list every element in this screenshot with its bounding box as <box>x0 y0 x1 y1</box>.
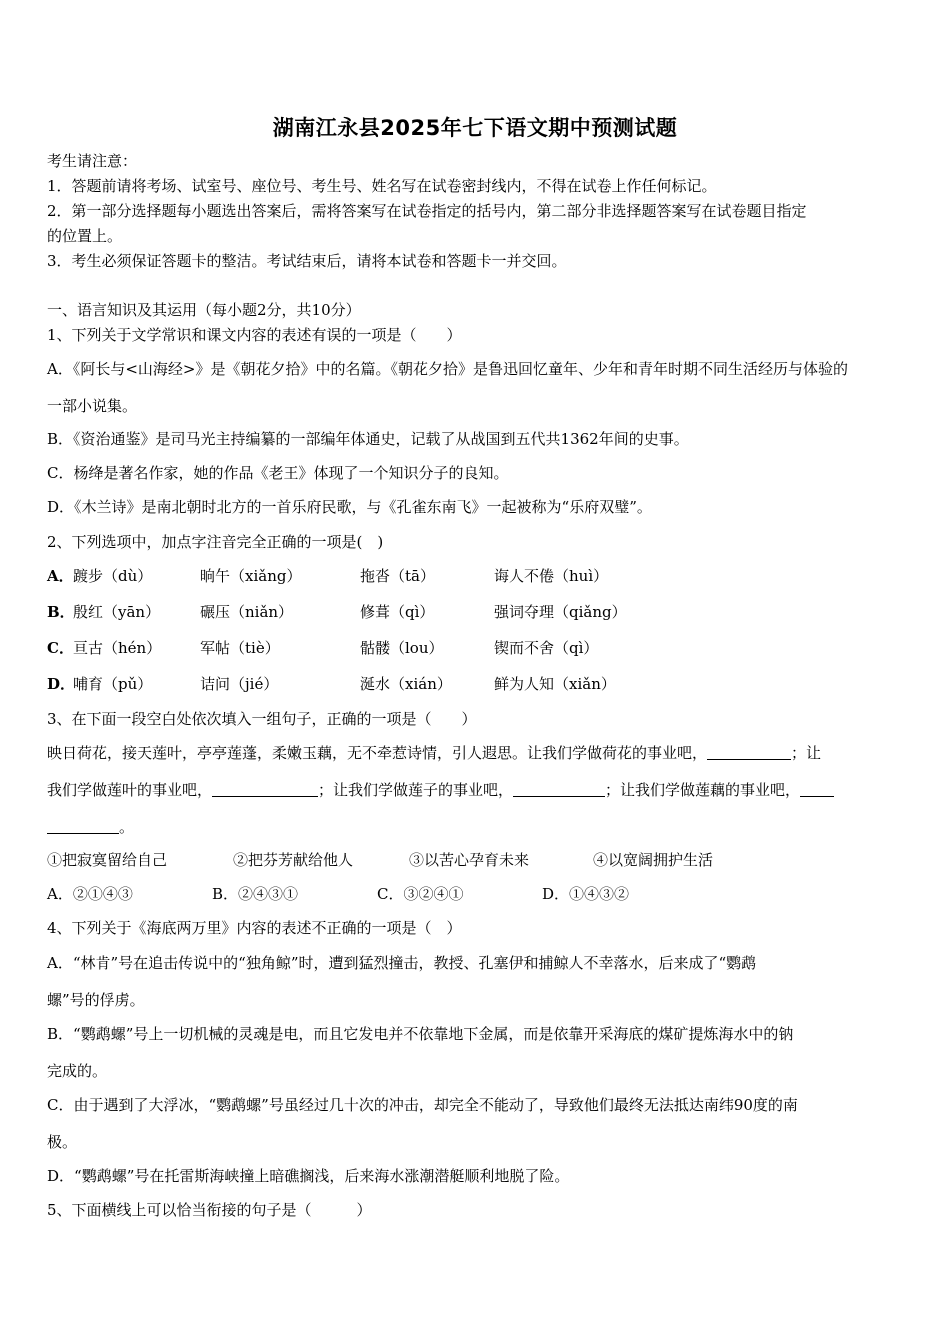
q3-phrase: ①把寂寞留给自己 <box>47 851 168 869</box>
page-title: 湖南江永县2025年七下语文期中预测试题 <box>272 116 678 140</box>
answer-blank[interactable] <box>707 745 791 760</box>
q2-row-label: A． <box>47 567 74 585</box>
answer-blank[interactable] <box>513 782 605 797</box>
section-heading: 一、语言知识及其运用（每小题2分，共10分） <box>47 301 361 319</box>
q2-item: 军帖（tiè） <box>200 639 280 657</box>
notice-item-2: 2．第一部分选择题每小题选出答案后，需将答案写在试卷指定的括号内，第二部分非选择题答案写在试卷题目指定 <box>47 202 807 220</box>
q2-item: 涎水（xián） <box>360 675 452 693</box>
q3-phrase: ③以苦心孕育未来 <box>409 851 530 869</box>
q5-stem: 5、下面横线上可以恰当衔接的句子是（ ） <box>47 1201 372 1219</box>
q1-option-b: B．《资治通鉴》是司马光主持编纂的一部编年体通史，记载了从战国到五代共1362年间的史事。 <box>47 430 689 448</box>
q3-text: 映日荷花，接天莲叶，亭亭莲蓬，柔嫩玉藕，无不牵惹诗情，引人遐思。让我们学做荷花的事业吧， <box>47 744 708 762</box>
q2-item: 诲人不倦（huì） <box>494 567 609 585</box>
q1-stem: 1、下列关于文学常识和课文内容的表述有误的一项是（ ） <box>47 326 462 344</box>
q4-option-b-cont: 完成的。 <box>47 1062 108 1080</box>
q1-option-a-cont: 一部小说集。 <box>47 397 138 415</box>
q3-passage-line-2 <box>47 780 834 800</box>
q1-option-a: A．《阿长与<山海经>》是《朝花夕拾》中的名篇。《朝花夕拾》是鲁迅回忆童年、少年和青年时期不同生活经历与体验的 <box>47 360 848 378</box>
q4-option-c: C．由于遇到了大浮冰，“鹦鹉螺”号虽经过几十次的冲击，却完全不能动了，导致他们最终无法抵达南纬90度的南 <box>47 1096 798 1114</box>
q2-item: 骷髅（lou） <box>360 639 444 657</box>
q3-text: ；让 <box>791 744 822 762</box>
answer-blank[interactable] <box>800 782 834 797</box>
answer-blank[interactable] <box>212 782 318 797</box>
q3-text: 我们学做莲叶的事业吧， <box>47 781 213 799</box>
q2-item: 修葺（qì） <box>360 603 435 621</box>
q4-option-d: D．“鹦鹉螺”号在托雷斯海峡撞上暗礁搁浅，后来海水涨潮潜艇顺利地脱了险。 <box>47 1167 570 1185</box>
q2-item: 殷红（yān） <box>73 603 161 621</box>
q2-item: 强词夺理（qiǎng） <box>494 603 627 621</box>
q3-phrase: ②把芬芳献给他人 <box>233 851 354 869</box>
q3-text: ；让我们学做莲藕的事业吧， <box>605 781 801 799</box>
notice-item-2-cont: 的位置上。 <box>47 227 123 245</box>
q3-choice-b: B．②④③① <box>212 885 299 903</box>
q4-option-b: B．“鹦鹉螺”号上一切机械的灵魂是电，而且它发电并不依靠地下金属，而是依靠开采海底的煤矿提炼海水中的钠 <box>47 1025 794 1043</box>
notice-heading: 考生请注意： <box>47 152 138 170</box>
q3-passage-line-1 <box>47 743 821 763</box>
q4-option-a: A．“林肯”号在追击传说中的“独角鲸”时，遭到猛烈撞击，教授、孔塞伊和捕鲸人不幸落水，后来成了“鹦鹉 <box>47 954 757 972</box>
q2-row-label: D． <box>47 675 76 693</box>
q2-row-label: C． <box>47 639 74 657</box>
q4-stem: 4、下列关于《海底两万里》内容的表述不正确的一项是（ ） <box>47 919 462 937</box>
q1-option-d: D．《木兰诗》是南北朝时北方的一首乐府民歌，与《孔雀东南飞》一起被称为“乐府双璧”。 <box>47 498 652 516</box>
q3-choice-d: D．①④③② <box>542 885 630 903</box>
q2-item: 哺育（pǔ） <box>73 675 153 693</box>
q3-passage-line-3 <box>47 817 134 837</box>
q3-stem: 3、在下面一段空白处依次填入一组句子，正确的一项是（ ） <box>47 710 477 728</box>
q3-choice-c: C．③②④① <box>377 885 464 903</box>
q3-text: ；让我们学做莲子的事业吧， <box>318 781 514 799</box>
q2-item: 诘问（jié） <box>200 675 279 693</box>
q4-option-c-cont: 极。 <box>47 1133 78 1151</box>
q2-row-label: B． <box>47 603 75 621</box>
notice-item-3: 3．考生必须保证答题卡的整洁。考试结束后，请将本试卷和答题卡一并交回。 <box>47 252 567 270</box>
q3-choice-a: A．②①④③ <box>47 885 133 903</box>
q4-option-a-cont: 螺”号的俘虏。 <box>47 991 145 1009</box>
q2-item: 踱步（dù） <box>73 567 153 585</box>
q3-phrase: ④以宽阔拥护生活 <box>593 851 714 869</box>
q3-text: 。 <box>119 818 135 836</box>
q1-option-c: C．杨绛是著名作家，她的作品《老王》体现了一个知识分子的良知。 <box>47 464 509 482</box>
q2-item: 锲而不舍（qì） <box>494 639 599 657</box>
q2-item: 晌午（xiǎng） <box>200 567 302 585</box>
q2-item: 碾压（niǎn） <box>200 603 294 621</box>
answer-blank[interactable] <box>47 819 119 834</box>
q2-item: 亘古（hén） <box>73 639 162 657</box>
q2-item: 拖沓（tā） <box>360 567 435 585</box>
q2-item: 鲜为人知（xiǎn） <box>494 675 616 693</box>
q2-stem: 2、下列选项中，加点字注音完全正确的一项是( ) <box>47 533 384 551</box>
notice-item-1: 1．答题前请将考场、试室号、座位号、考生号、姓名写在试卷密封线内，不得在试卷上作任何标记。 <box>47 177 717 195</box>
